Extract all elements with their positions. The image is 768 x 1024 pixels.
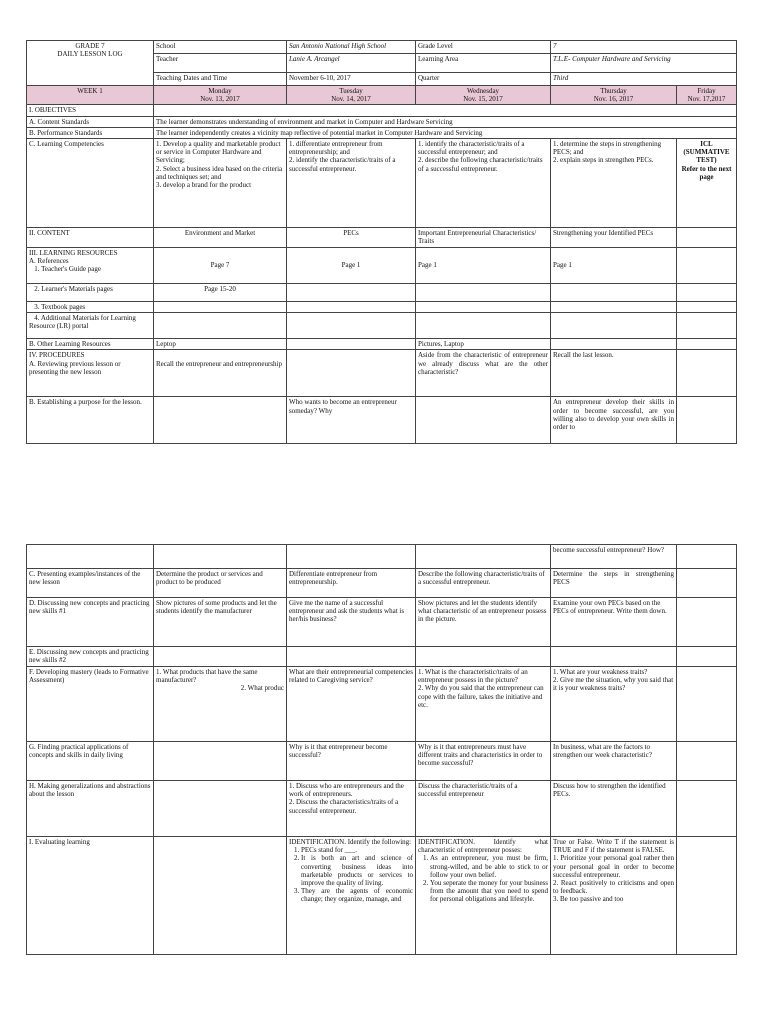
generalizations-label: H. Making generalizations and abstractions about the lesson xyxy=(27,781,154,837)
school-label: School xyxy=(154,41,287,54)
learning-area-value: T.L.E- Computer Hardware and Servicing xyxy=(551,54,737,73)
applications-label: G. Finding practical applications of concepts and skills in daily living xyxy=(27,742,154,781)
grade-level-value: 7 xyxy=(551,41,737,54)
discussing2-label: E. Discussing new concepts and practicing new skills #2 xyxy=(27,647,154,667)
resources-label: III. LEARNING RESOURCES A. References 1. Teacher's Guide page xyxy=(27,248,154,284)
other-resources-wednesday: Pictures, Laptop xyxy=(416,339,551,350)
presenting-thursday: Determine the steps in strengthening PECS xyxy=(551,569,677,598)
content-thursday: Strengthening your Identified PECs xyxy=(551,228,677,248)
dates-value: November 6-10, 2017 xyxy=(287,73,416,86)
presenting-tuesday: Differentiate entrepreneur from entrepreneurship. xyxy=(287,569,416,598)
review-wednesday: Aside from the characteristic of entrepreneur we already discuss what are the other characteristic? xyxy=(416,350,551,397)
review-thursday: Recall the last lesson. xyxy=(551,350,677,397)
learning-area-label: Learning Area xyxy=(416,54,551,73)
other-resources-monday: Leptop xyxy=(154,339,287,350)
discussing1-monday: Show pictures of some products and let the students identify the manufacturer xyxy=(154,598,287,647)
presenting-label: C. Presenting examples/instances of the new lesson xyxy=(27,569,154,598)
evaluating-tuesday: IDENTIFICATION. Identify the following: 1. PECs stand for ___. 2. It is both an art and science of converting business ideas into marketable products or services to improve the quality of living. 3. They are the agents of economic change; they organize, manage, and xyxy=(287,837,416,955)
week-row xyxy=(27,86,737,105)
doc-title: DAILY LESSON LOG xyxy=(57,50,123,59)
content-standards-label: A. Content Standards xyxy=(27,116,154,127)
other-resources-label: B. Other Learning Resources xyxy=(27,339,154,350)
discussing1-label: D. Discussing new concepts and practicing new skills #1 xyxy=(27,598,154,647)
purpose-thursday: An entrepreneur develop their skills in order to become successful, are you willing also to develop your own skills in order to xyxy=(551,397,677,444)
performance-standards-text: The learner independently creates a vicinity map reflective of potential market in Computer Hardware and Servicing xyxy=(154,127,737,138)
day-wednesday: Wednesday Nov. 15, 2017 xyxy=(416,86,551,105)
purpose-label: B. Establishing a purpose for the lesson. xyxy=(27,397,154,444)
day-thursday: Thursday Nov. 16, 2017 xyxy=(551,86,677,105)
evaluating-wednesday: IDENTIFICATION. Identify what characteristic of entrepreneur posses: 1. As an entrepreneur, you must be firm, strong-willed, and be able to stick to or follow your own belief. 2. You seperate the money for your business from the amount that you need to spend for personal obligations and lifestyle. xyxy=(416,837,551,955)
lm-label: 2. Learner's Materials pages xyxy=(27,284,154,302)
competency-friday: ICL (SUMMATIVE TEST) Refer to the next page xyxy=(677,139,737,228)
mastery-label: F. Developing mastery (leads to Formative Assessment) xyxy=(27,667,154,742)
content-label: II. CONTENT xyxy=(27,228,154,248)
discussing1-thursday: Examine your own PECs based on the PECs of entrepreneur. Write them down. xyxy=(551,598,677,647)
day-friday: Friday Nov. 17,2017 xyxy=(677,86,737,105)
day-tuesday: Tuesday Nov. 14, 2017 xyxy=(287,86,416,105)
lm-monday: Page 15-20 xyxy=(154,284,287,302)
mastery-tuesday: What are their entrepreneurial competencies related to Caregiving service? xyxy=(287,667,416,742)
competency-monday: 1. Develop a quality and marketable product or service in Computer Hardware and Servicing; 2. Select a business idea based on the criteria and techniques set; and 3. develop a brand for the product xyxy=(154,139,287,228)
mastery-wednesday: 1. What is the characteristic/traits of an entrepreneur possess in the picture? 2. Why do you said that the entrepreneur can cope with the failure, takes the initiative and etc. xyxy=(416,667,551,742)
presenting-monday: Determine the product or services and product to be produced xyxy=(154,569,287,598)
lesson-log-table-2 xyxy=(26,544,737,955)
evaluating-thursday: True or False. Write T if the statement is TRUE and F if the statement is FALSE. 1. Prioritize your personal goal rather then your personal goal in order to become successful entrepreneur. 2. React positively to criticisms and open to feedback. 3. Be too passive and too xyxy=(551,837,677,955)
school-value: San Antonio National High School xyxy=(287,41,416,54)
textbook-label: 3. Textbook pages xyxy=(27,302,154,313)
day-monday: Monday Nov. 13, 2017 xyxy=(154,86,287,105)
applications-thursday: In business, what are the factors to strengthen our week characteristic? xyxy=(551,742,677,781)
content-standards-text: The learner demonstrates understanding of environment and market in Computer and Hardware Servicing xyxy=(154,116,737,127)
tg-monday: Page 7 xyxy=(154,248,287,284)
carry-over-thursday: become successful entrepreneur? How? xyxy=(551,545,677,569)
header-title-cell xyxy=(27,41,154,86)
dates-label: Teaching Dates and Time xyxy=(154,73,287,86)
presenting-wednesday: Describe the following characteristic/traits of a successful entrepreneur. xyxy=(416,569,551,598)
competency-tuesday: 1. differentiate entrepreneur from entrepreneurship; and 2. identify the characteristic/traits of a successful entrepreneur. xyxy=(287,139,416,228)
grade-label: GRADE 7 xyxy=(75,42,105,50)
mastery-monday: 1. What products that have the same manufacturer? 2. What produc xyxy=(154,667,287,742)
discussing1-tuesday: Give me the name of a successful entrepreneur and ask the students what is her/his business? xyxy=(287,598,416,647)
mastery-thursday: 1. What are your weakness traits? 2. Give me the situation, why you said that it is your weakness traits? xyxy=(551,667,677,742)
tg-tuesday: Page 1 xyxy=(287,248,416,284)
competency-thursday: 1. determine the steps in strengthening PECS; and 2. explain steps in strengthen PECs. xyxy=(551,139,677,228)
lesson-log-table-1 xyxy=(26,40,737,444)
tg-wednesday: Page 1 xyxy=(416,248,551,284)
content-tuesday: PECs xyxy=(287,228,416,248)
quarter-label: Quarter xyxy=(416,73,551,86)
additional-label: 4. Additional Materials for Learning Resource (LR) portal xyxy=(27,313,154,339)
teacher-label: Teacher xyxy=(154,54,287,73)
evaluating-label: I. Evaluating learning xyxy=(27,837,154,955)
review-label: IV. PROCEDURES A. Reviewing previous lesson or presenting the new lesson xyxy=(27,350,154,397)
generalizations-wednesday: Discuss the characteristic/traits of a successful entrepreneur xyxy=(416,781,551,837)
competency-wednesday: 1. identify the characteristic/traits of a successful entrepreneur; and 2. describe the following characteristic/traits of a successful entrepreneur. xyxy=(416,139,551,228)
week-label: WEEK 1 xyxy=(27,86,154,105)
objectives-label: I. OBJECTIVES xyxy=(27,105,154,116)
purpose-tuesday: Who wants to become an entrepreneur someday? Why xyxy=(287,397,416,444)
teacher-value: Lanie A. Arcangel xyxy=(287,54,416,73)
quarter-value: Third xyxy=(551,73,737,86)
grade-level-label: Grade Level xyxy=(416,41,551,54)
review-monday: Recall the entrepreneur and entrepreneurship xyxy=(154,350,287,397)
generalizations-tuesday: 1. Discuss who are entrepreneurs and the work of entrepreneurs. 2. Discuss the characteristics/traits of a successful entrepreneur. xyxy=(287,781,416,837)
discussing1-wednesday: Show pictures and let the students identify what characteristic of an entrepreneur possess in the picture. xyxy=(416,598,551,647)
content-wednesday: Important Entrepreneurial Characteristics/ Traits xyxy=(416,228,551,248)
generalizations-thursday: Discuss how to strengthen the identified PECs. xyxy=(551,781,677,837)
applications-tuesday: Why is it that entrepreneur become successful? xyxy=(287,742,416,781)
tg-thursday: Page 1 xyxy=(551,248,677,284)
content-monday: Environment and Market xyxy=(154,228,287,248)
applications-wednesday: Why is it that entrepreneurs must have different traits and characteristics in order to become successful? xyxy=(416,742,551,781)
performance-standards-label: B. Performance Standards xyxy=(27,127,154,138)
competencies-label: C. Learning Competencies xyxy=(27,139,154,228)
